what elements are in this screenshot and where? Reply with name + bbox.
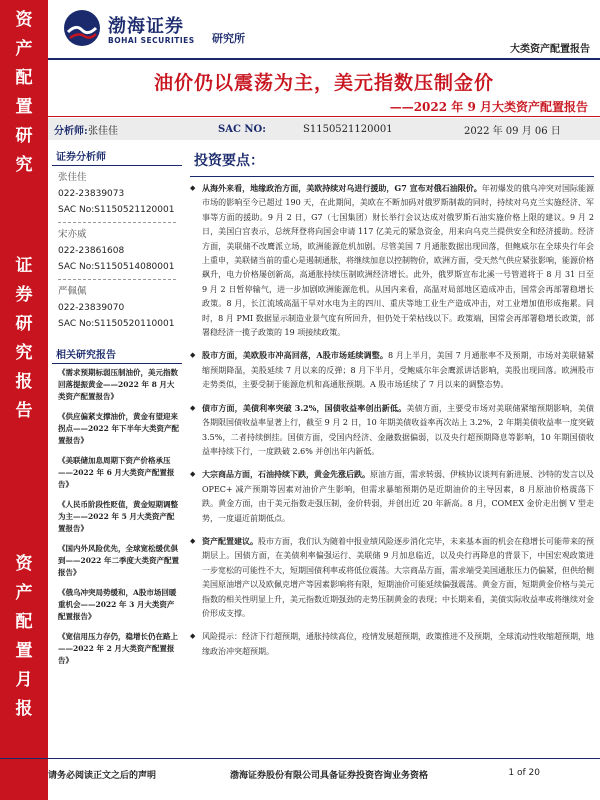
- paragraph-body: 股市方面，我们认为随着中报业绩风险逐步消化完毕，未来基本面的机会在稳增长可能带来的预期层上。国债方面，在美债利率偏强运行、美联储 9 月加息临近，以及央行再降息的背景下，中国宏观政策进一步宽松的可能性不大，短期国债利率或将低位震荡。大宗商品方面，需求端受美国通胀压力仍偏紧，但供给侧美国原油增产以及欧佩克增产等因素影响将有限，短期油价可能延续偏强震荡。黄金方面，短期黄金价格与美元指数的相关性明显上升，美元指数近期强劲的走势压制黄金的表现；中长期来看，美债实际收益率或将继续对金价形成支撑。: [202, 536, 594, 618]
- related-reports: [52, 342, 182, 672]
- analyst-phone: 022-23861608: [58, 246, 125, 256]
- side-char: 报: [15, 699, 33, 719]
- diamond-bullet-icon: ◆: [190, 403, 196, 412]
- analyst-sac: SAC No:S1150514080001: [58, 262, 175, 272]
- paragraph-lead: 股市方面，美欧股市冲高回落，A股市场延续调整。: [202, 350, 389, 361]
- paragraph-body: 美债方面，主要受市场对美联储紧缩预期影响，美债各期限国债收益率显著上行，截至 9 月 2 日，10 年期美债收益率再次站上 3.2%，2 年期美债收益率一度突破 3.5%，二者持续倒挂。国债方面，受国内经济、金融数据偏弱，以及央行超预期降息等影响，10 年期国债收益率持续下行，一度跌破 2.6% 并创出年内新低。: [202, 403, 595, 456]
- paragraph-text: [202, 181, 594, 340]
- highlights-list: [190, 181, 594, 659]
- side-char: 究: [15, 343, 33, 363]
- paragraph-body: 年初爆发的俄乌冲突对国际能源市场的影响至今已超过 190 天，在此期间，美欧在不断加码对俄罗斯制裁的同时，持续对乌克兰实施经济、军事等方面的援助。9 月 2 日，G7（七国集团）财长举行会议达成对俄罗斯石油实施价格上限的建议。9 月 2 日，美国白宫表示，总统拜登将向国会申请 117 亿美元的紧急资金，用来向乌克兰提供安全和经济援助。经济方面，美联储不改鹰派立场，欧洲能源危机加剧。尽管美国 7 月通胀数据出现回落，但鲍威尔在全球央行年会上重申，美联储当前的重心是遏制通胀，将继续加息以控制物价，欧洲方面，受天然气供应紧张影响，能源价格飙升，电力价格屡创新高，高通胀持续压制欧洲经济增长。此外，俄罗斯宣布北溪一号管道将于 8 月 31 日至 9 月 2 日暂停输气，进一步加剧欧洲能源危机。从国内来看，高温对局部地区造成冲击，国常会再部署稳增长政策。8 月，长江流域高温干旱对水电为主的四川、重庆等地工业生产造成冲击，对工业增加值形成拖累。同时，8 月 PMI 数据显示制造业景气度有所回升，但仍处于荣枯线以下。政策端，国常会再部署稳增长政策，部署稳经济一揽子政策的 19 项接续政策。: [202, 184, 595, 338]
- paragraph-text: [202, 534, 594, 621]
- analyst-bar: [48, 118, 600, 140]
- report-date: 2022 年 09 月 06 日: [464, 125, 561, 137]
- institute-label: 研究所: [212, 32, 245, 45]
- diamond-bullet-icon: ◆: [190, 351, 196, 360]
- report-type: 大类资产配置报告: [510, 44, 590, 55]
- analyst-name: 张佳佳: [58, 172, 87, 183]
- page-header: [48, 0, 600, 62]
- sac-label: SAC NO:: [218, 123, 266, 135]
- side-label-asset-research: [0, 12, 48, 186]
- analyst-card: [52, 280, 182, 334]
- diamond-bullet-icon: ◆: [190, 470, 196, 479]
- analysts-heading: 证券分析师: [52, 144, 182, 166]
- related-report-link[interactable]: 《需求预期标弱压制油价，美元指数回落提振黄金——2022 年 8 月大类资产配置报告》: [58, 368, 178, 401]
- side-char: 证: [15, 256, 33, 276]
- side-char: 研: [15, 314, 33, 334]
- related-report-link[interactable]: 《人民币阶段性贬值，黄金短期调整为主——2022 年 5 月大类资产配置报告》: [58, 500, 178, 533]
- analyst-name: 宋亦威: [58, 229, 87, 240]
- page-number: 1 of 20: [508, 768, 540, 778]
- paragraph-text: [202, 401, 594, 460]
- bohai-logo-icon: [62, 8, 102, 48]
- analyst-label: 分析师:: [54, 125, 88, 137]
- diamond-bullet-icon: ◆: [190, 536, 196, 545]
- left-column: [52, 144, 182, 672]
- footer-disclaimer: 请务必阅读正文之后的声明: [48, 771, 157, 781]
- diamond-bullet-icon: ◆: [190, 632, 196, 641]
- related-heading: 相关研究报告: [52, 342, 182, 364]
- side-label-monthly-report: [0, 556, 48, 730]
- analyst-list: [52, 166, 182, 334]
- main-divider: [190, 176, 594, 177]
- side-char: 告: [15, 401, 33, 421]
- highlight-paragraph: [190, 181, 594, 340]
- brand-name-cn: 渤海证券: [108, 16, 184, 37]
- highlight-paragraph: [190, 629, 594, 659]
- side-char: 产: [15, 583, 33, 603]
- analyst-phone: 022-23839070: [58, 303, 125, 313]
- side-char: 资: [15, 10, 33, 30]
- highlight-paragraph: [190, 348, 594, 392]
- analyst-sac: SAC No:S1150521120001: [58, 205, 175, 215]
- highlight-paragraph: [190, 467, 594, 526]
- paragraph-lead: 大宗商品方面，石油持续下跌，黄金先涨后跌。: [202, 469, 370, 480]
- side-char: 产: [15, 39, 33, 59]
- title-divider: [48, 116, 600, 117]
- sac-number: S1150521120001: [303, 123, 393, 135]
- paragraph-text: [202, 467, 594, 526]
- related-report-link[interactable]: 《宽信用压力存仍，稳增长仍在路上——2022 年 2 月大类资产配置报告》: [58, 632, 178, 665]
- related-list: [52, 364, 182, 672]
- report-subtitle: ——2022 年 9 月大类资产配置报告: [389, 100, 588, 114]
- highlight-paragraph: [190, 534, 594, 621]
- analyst-card: [52, 166, 182, 220]
- side-char: 置: [15, 641, 33, 661]
- side-char: 置: [15, 97, 33, 117]
- brand-name-en: BOHAI SECURITIES: [108, 36, 195, 45]
- side-char: 月: [15, 670, 33, 690]
- related-report-link[interactable]: 《供应偏紧支撑油价，黄金有望迎来拐点——2022 年下半年大类资产配置报告》: [58, 412, 179, 445]
- paragraph-body: 原油方面，需求转弱、伊核协议谈判有新进展、沙特的发言以及 OPEC+ 减产预期等因素对油价产生影响，但需求暴缩预期仍是近期油价的主导因素，8 月原油价格震荡下跌。黄金方面，由于美元指数走强压制，金价转弱，并创出近 20 年新高。8 月，COMEX 金价走出倒 V 型走势，一度逼近前期低点。: [202, 470, 594, 523]
- paragraph-lead: 资产配置建议。: [202, 535, 258, 546]
- main-content: [190, 150, 594, 667]
- analyst-card: [52, 223, 182, 277]
- footer-qualification: 渤海证券股份有限公司具备证券投资咨询业务资格: [230, 771, 429, 781]
- paragraph-body: 风险提示：经济下行超预期，通胀持续高位，疫情发展超预期，政策推进不及预期，全球流动性收缩超预期，地缘政治冲突超预期。: [202, 632, 594, 656]
- side-char: 配: [15, 68, 33, 88]
- analyst-name: 张佳佳: [88, 125, 118, 137]
- investment-highlights-heading: 投资要点：: [194, 153, 264, 169]
- related-report-link[interactable]: 《俄乌冲突局势缓和，A股市场回暖重机会——2022 年 3 月大类资产配置报告》: [58, 588, 177, 621]
- related-report-link[interactable]: 《美联储加息周期下资产价格承压——2022 年 6 月大类资产配置报告》: [58, 456, 175, 489]
- paragraph-text: [202, 629, 594, 659]
- paragraph-lead: 债市方面，美债利率突破 3.2%，国债收益率创出新低。: [202, 402, 407, 413]
- diamond-bullet-icon: ◆: [190, 184, 196, 192]
- side-char: 报: [15, 372, 33, 392]
- report-title: 油价仍以震荡为主，美元指数压制金价: [153, 72, 494, 94]
- highlight-paragraph: [190, 401, 594, 460]
- analyst-sac: SAC No:S1150520110001: [58, 319, 175, 329]
- paragraph-lead: 从海外来看，地缘政治方面，美欧持续对乌进行援助，G7 宣布对俄石油限价。: [202, 183, 482, 193]
- side-label-securities-report: [0, 258, 48, 432]
- side-char: 究: [15, 155, 33, 175]
- side-char: 研: [15, 126, 33, 146]
- analyst-phone: 022-23839073: [58, 189, 125, 199]
- header-divider: [48, 58, 600, 60]
- paragraph-text: [202, 348, 594, 392]
- side-char: 券: [15, 285, 33, 305]
- related-report-link[interactable]: 《国内外风险优先，全球宽松缓优俱到——2022 年二季度大类资产配置报告》: [58, 544, 179, 577]
- paragraph-body: 8 月上半月，美国 7 月通胀率不及预期，市场对美联储紧缩预期降温，美股延续 7 月以来的反弹；8 月下半月，受鲍威尔年会鹰派讲话影响，美股出现回落。欧洲股市走势类似，主要受制于能源危机和高通胀预期。A 股市场延续了 7 月以来的调整态势。: [202, 351, 594, 390]
- side-char: 配: [15, 612, 33, 632]
- analyst-name: 严佩佩: [58, 286, 87, 297]
- footer-divider: [0, 758, 600, 759]
- side-char: 资: [15, 554, 33, 574]
